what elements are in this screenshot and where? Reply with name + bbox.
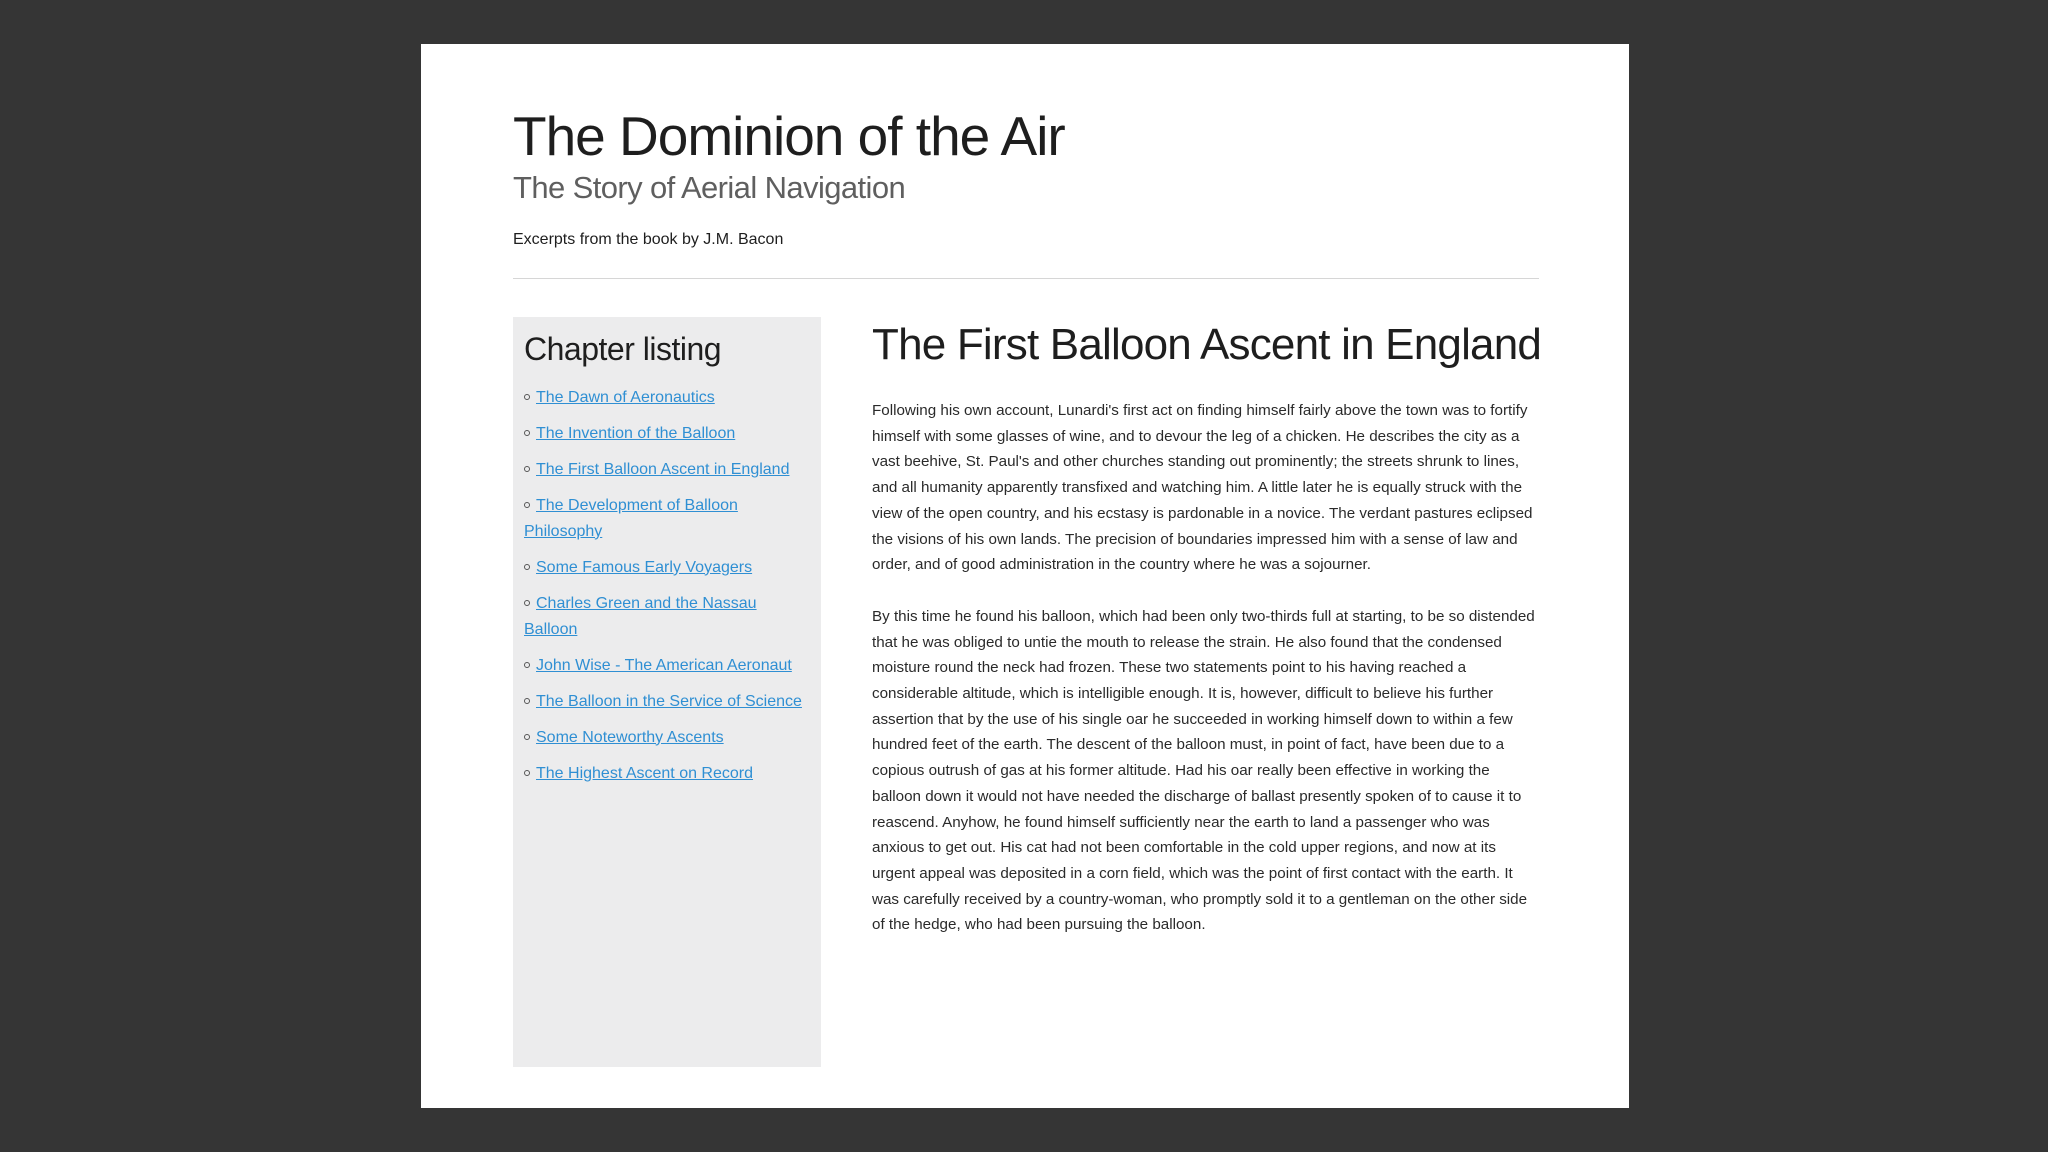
chapter-link-john-wise[interactable]: John Wise - The American Aeronaut bbox=[536, 656, 792, 674]
chapter-link-highest-ascent[interactable]: The Highest Ascent on Record bbox=[536, 764, 754, 782]
bullet-icon bbox=[524, 394, 530, 400]
chapter-link-balloon-service-science[interactable]: The Balloon in the Service of Science bbox=[536, 692, 802, 710]
site-header bbox=[513, 106, 1539, 249]
bullet-icon bbox=[524, 466, 530, 472]
chapter-list-item bbox=[524, 653, 811, 679]
page bbox=[421, 44, 1629, 1108]
article-paragraph: Following his own account, Lunardi's first act on finding himself fairly above the town was to fortify himself with some glasses of wine, and to devour the leg of a chicken. He describes the city as a vast beehive, St. Paul's and other churches standing out prominently; the streets shrunk to lines, and all humanity apparently transfixed and watching him. A little later he is equally struck with the view of the open country, and his ecstasy is pardonable in a novice. The verdant pastures eclipsed the visions of his own lands. The precision of boundaries impressed him with a sense of law and order, and of good administration in the country where he was a sojourner. bbox=[872, 402, 1533, 574]
chapter-list-item bbox=[524, 689, 811, 715]
bullet-icon bbox=[524, 502, 530, 508]
chapter-list-item bbox=[524, 555, 811, 581]
bullet-icon bbox=[524, 662, 530, 668]
chapter-list-item bbox=[524, 421, 811, 447]
site-title: The Dominion of the Air bbox=[513, 105, 1065, 167]
chapter-link-development-balloon-philosophy[interactable]: The Development of Balloon Philosophy bbox=[524, 496, 738, 540]
chapter-sidebar bbox=[513, 317, 821, 1067]
chapter-link-charles-green-nassau[interactable]: Charles Green and the Nassau Balloon bbox=[524, 594, 757, 638]
bullet-icon bbox=[524, 564, 530, 570]
site-subtitle: The Story of Aerial Navigation bbox=[513, 169, 906, 205]
chapter-link-famous-early-voyagers[interactable]: Some Famous Early Voyagers bbox=[536, 558, 753, 576]
chapter-list-item bbox=[524, 385, 811, 411]
article-paragraph: By this time he found his balloon, which had been only two-thirds full at starting, to be so distended that he was obliged to untie the mouth to release the strain. He also found that the condensed moisture round the neck had frozen. These two statements point to his having reached a considerable altitude, which is intelligible enough. It is, however, difficult to believe his further assertion that by the use of his single oar he succeeded in working himself down to within a few hundred feet of the earth. The descent of the balloon must, in point of fact, have been due to a copious outrush of gas at his former altitude. Had his oar really been effective in working the balloon down it would not have needed the discharge of ballast presently spoken of to cause it to reascend. Anyhow, he found himself sufficiently near the earth to land a passenger who was anxious to get out. His cat had not been comfortable in the cold upper regions, and now at its urgent appeal was deposited in a corn field, which was the point of first contact with the earth. It was carefully received by a country-woman, who promptly sold it to a gentleman on the other side of the hedge, who had been pursuing the balloon. bbox=[872, 607, 1535, 934]
bullet-icon bbox=[524, 770, 530, 776]
chapter-list-item bbox=[524, 725, 811, 751]
header-divider bbox=[513, 278, 1539, 279]
article bbox=[872, 317, 1542, 938]
article-title: The First Balloon Ascent in England bbox=[872, 320, 1542, 369]
bullet-icon bbox=[524, 600, 530, 606]
chapter-list-item bbox=[524, 761, 811, 787]
chapter-link-first-balloon-ascent[interactable]: The First Balloon Ascent in England bbox=[536, 460, 790, 478]
chapter-link-noteworthy-ascents[interactable]: Some Noteworthy Ascents bbox=[536, 728, 724, 746]
sidebar-title: Chapter listing bbox=[524, 331, 722, 367]
bullet-icon bbox=[524, 430, 530, 436]
chapter-list-item bbox=[524, 591, 811, 643]
bullet-icon bbox=[524, 698, 530, 704]
chapter-list bbox=[524, 385, 811, 787]
chapter-link-invention-of-balloon[interactable]: The Invention of the Balloon bbox=[536, 424, 736, 442]
bullet-icon bbox=[524, 734, 530, 740]
chapter-link-dawn-of-aeronautics[interactable]: The Dawn of Aeronautics bbox=[536, 388, 715, 406]
chapter-list-item bbox=[524, 493, 811, 545]
byline: Excerpts from the book by J.M. Bacon bbox=[513, 230, 784, 248]
chapter-list-item bbox=[524, 457, 811, 483]
